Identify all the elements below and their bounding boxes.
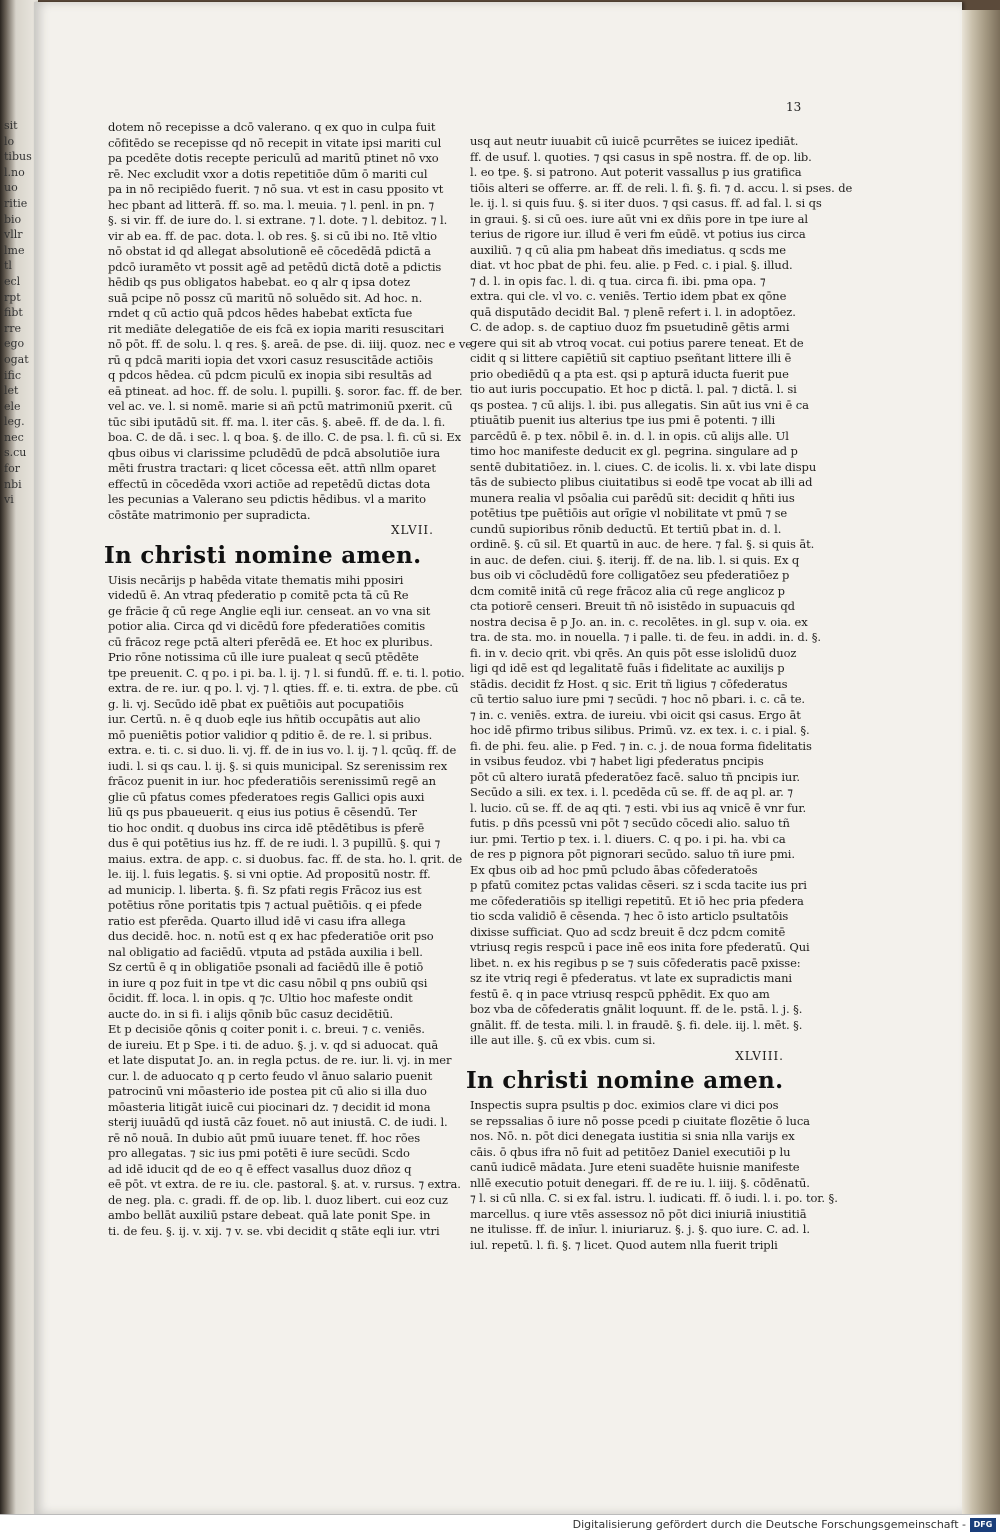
text-line: qbus oibus vi clarissime pcludēdū de pdcā absolutiōe iura	[108, 445, 440, 460]
text-line: nostra decisa ē p Jo. an. in. c. recolētes. in gl. sup v. oia. ex	[470, 614, 808, 629]
text-line: in vsibus feudoz. vbi ⁊ habet ligi pfederatus pncipis	[470, 754, 764, 768]
text-line: nal obligatio ad faciēdū. vtputa ad pstāda auxilia i bell.	[108, 944, 423, 959]
text-line: nec	[4, 430, 24, 444]
text-line: iudi. l. si qs cau. l. ij. §. si quis municipal. Sz serenissim rex	[108, 758, 448, 773]
right-section-text	[470, 1098, 838, 1253]
text-line: Secūdo a sili. ex tex. i. l. pcedēda cū se. ff. de aq pl. ar. ⁊	[470, 785, 793, 799]
text-line: se repssalias ō iure nō posse pcedi p ciuitate flozētie ō luca	[470, 1113, 810, 1128]
text-line: cōfitēdo se recepisse qd nō recepit in vitate ipsi mariti cul	[108, 135, 442, 150]
text-line: rpt	[4, 290, 21, 304]
text-line: ne itulisse. ff. de inīur. l. iniuriaruz. §. j. §. quo iure. C. ad. l.	[470, 1222, 810, 1236]
text-line: in iure q poz fuit in tpe vt dic casu nōbil q pns oubiū qsi	[108, 975, 428, 990]
text-line: marcellus. q iure vtēs assessoz nō pōt dici iniuriā iniustitiā	[470, 1206, 807, 1221]
text-line: gere qui sit ab vtroq vocat. cui potius parere teneat. Et de	[470, 335, 804, 350]
text-line: let	[4, 384, 19, 398]
text-line: de iureiu. Et p Spe. i ti. de aduo. §. j. v. qd si aduocat. quā	[108, 1037, 439, 1052]
text-line: Prio rōne notissima cū ille iure pualeat q secū ptēdēte	[108, 650, 419, 664]
text-line: fi. de phi. feu. alie. p Fed. ⁊ in. c. j. de noua forma fidelitatis	[470, 738, 812, 753]
text-line: iul. repetū. l. fi. §. ⁊ licet. Quod autem nlla fuerit tripli	[470, 1237, 778, 1252]
text-line: rē nō nouā. In dubio aūt pmū iuuare tenet. ff. hoc rōes	[108, 1130, 421, 1145]
text-line: patrocinū vni mōasterio ide postea pit cū alio si illa duo	[108, 1084, 427, 1098]
text-line: Uisis necārijs p habēda vitate thematis mihi pposiri	[108, 572, 404, 587]
text-line: videdū ē. An vtraq pfederatio p comitē pcta tā cū Re	[108, 588, 409, 602]
text-line: ego	[4, 337, 25, 351]
folio-number: 13	[786, 100, 802, 114]
right-column	[466, 134, 853, 1253]
text-line: eē pōt. vt extra. de re iu. cle. pastoral. §. at. v. rursus. ⁊ extra.	[108, 1177, 461, 1191]
text-line: terius de rigore iur. illud ē veri fm eūdē. vt potius ius circa	[470, 227, 806, 241]
text-line: ambo bellāt auxiliū pstare debeat. quā late ponit Spe. in	[108, 1208, 431, 1222]
text-line: §. si vir. ff. de iure do. l. si extrane. ⁊ l. dote. ⁊ l. debitoz. ⁊ l.	[108, 213, 448, 227]
text-line: tra. de sta. mo. in nouella. ⁊ i palle. ti. de feu. in addi. in. d. §.	[470, 630, 821, 644]
text-line: extra. e. ti. c. si duo. li. vj. ff. de in ius vo. l. ij. ⁊ l. qcūq. ff. de	[108, 743, 457, 757]
text-line: potētius rōne poritatis tpis ⁊ actual puētiōis. q ei pfede	[108, 898, 422, 912]
text-line: ⁊ l. si cū nlla. C. si ex fal. istru. l. iudicati. ff. ō iudi. l. i. po. tor. §.	[470, 1191, 838, 1205]
text-line: boz vba de cōfederatis gnālit loquunt. ff. de le. pstā. l. j. §.	[470, 1002, 803, 1016]
text-line: potētius tpe puētiōis aut orīgie vl nobilitate vt pmū ⁊ se	[470, 506, 788, 520]
text-line: cundū supioribus rōnib deductū. Et tertiū pbat in. d. l.	[470, 521, 782, 536]
text-line: maius. extra. de app. c. si duobus. fac. ff. de sta. ho. l. qrit. de	[108, 851, 463, 866]
text-line: in graui. §. si cū oes. iure aūt vni ex dñis pore in tpe iure al	[470, 211, 808, 226]
text-line: ele	[4, 399, 21, 413]
left-section-text	[108, 572, 465, 1240]
text-line: nbi	[4, 477, 22, 491]
page-stack-edge	[962, 10, 1000, 1514]
text-line: parcēdū ē. p tex. nōbil ē. in. d. l. in opis. cū alijs alle. Ul	[470, 428, 789, 443]
text-line: tibus	[4, 150, 32, 164]
text-line: in auc. de defen. ciui. §. iterij. ff. de na. lib. l. si quis. Ex q	[470, 552, 800, 567]
text-line: pōt cū altero iuratā pfederatōez facē. saluo tñ pncipis iur.	[470, 769, 800, 784]
text-line: glie cū pfatus comes pfederatoes regis Gallici opis auxi	[108, 789, 425, 804]
text-line: libet. n. ex his regibus p se ⁊ suis cōfederatis pacē pxisse:	[470, 955, 801, 970]
footer-bar	[0, 1514, 1000, 1535]
text-line: canū iudicē mādata. Jure eteni suadēte huisnie manifeste	[470, 1160, 800, 1174]
text-line: usq aut neutr iuuabit cū iuicē pcurrētes se iuicez ipediāt.	[470, 134, 799, 148]
text-line: ti. de feu. §. ij. v. xij. ⁊ v. se. vbi decidit q stāte eqli iur. vtri	[108, 1223, 440, 1238]
text-line: futis. p dñs pcessū vni pōt ⁊ secūdo cōcedi alio. saluo tñ	[470, 816, 790, 830]
left-column-text	[108, 120, 472, 523]
text-line: iur. pmi. Tertio p tex. i. l. diuers. C. q po. i pi. ha. vbi ca	[470, 831, 786, 846]
text-line: ptiuātib puenit ius alterius tpe ius pmi ē potenti. ⁊ illi	[470, 413, 776, 427]
text-line: boa. C. de dā. i sec. l. q boa. §. de illo. C. de psa. l. fi. cū si. Ex	[108, 430, 462, 444]
text-line: ligi qd idē est qd legalitatē fuās i fidelitate ac auxilijs p	[470, 661, 785, 675]
text-line: pro allegatas. ⁊ sic ius pmi potēti ē iure secūdi. Scdo	[108, 1146, 410, 1160]
text-line: rre	[4, 321, 22, 335]
text-line: mō pueniētis potior validior q pditio ē. de re. l. si pribus.	[108, 727, 433, 742]
right-column-text	[470, 134, 853, 1049]
text-line: vi	[4, 493, 14, 507]
text-line: dus decidē. hoc. n. notū est q ex hac pfederatiōe orit pso	[108, 929, 434, 943]
text-line: l. lucio. cū se. ff. de aq qti. ⁊ esti. vbi ius aq vnicē ē vnr fur.	[470, 800, 807, 815]
text-line: ⁊ in. c. veniēs. extra. de iureiu. vbi oicit qsi casus. Ergo āt	[470, 707, 801, 722]
text-line: pa pcedēte dotis recepte periculū ad maritū ptinet nō vxo	[108, 151, 439, 165]
text-line: lo	[4, 134, 15, 148]
text-line: ff. de usuf. l. quoties. ⁊ qsi casus in spē nostra. ff. de op. lib.	[470, 149, 812, 164]
text-line: aucte do. in si fi. i alijs qōnib būc casuz decidētiū.	[108, 1006, 394, 1021]
text-line: de res p pignora pōt pignorari secūdo. saluo tñ iure pmi.	[470, 847, 795, 861]
text-line: for	[4, 462, 20, 476]
text-line: sentē dubitatiōez. in. l. ciues. C. de icolis. li. x. vbi late dispu	[470, 459, 817, 474]
text-line: liū qs pus pbaueuerit. q eius ius potius ē cēsendū. Ter	[108, 805, 417, 819]
text-line: Sz certū ē q in obligatiōe psonali ad faciēdū ille ē potiō	[108, 960, 424, 974]
text-line: vtriusq regis respcū i pace inē eos inita fore pfederatū. Qui	[470, 940, 810, 954]
text-line: ad idē iducit qd de eo q ē effect vasallus duoz dñoz q	[108, 1161, 412, 1176]
text-line: l.no	[4, 165, 25, 179]
text-line: lme	[4, 243, 25, 257]
text-line: potior alia. Circa qd vi dicēdū fore pfederatiōes comitis	[108, 619, 426, 633]
text-line: de neg. pla. c. gradi. ff. de op. lib. l. duoz libert. cui eoz cuz	[108, 1192, 448, 1207]
margin-fragments	[4, 118, 38, 548]
text-line: ogat	[4, 352, 29, 366]
text-line: uo	[4, 181, 18, 195]
text-line: le. ij. l. si quis fuu. §. si iter duos. ⁊ qsi casus. ff. ad fal. l. si qs	[470, 196, 822, 210]
text-line: ⁊ d. l. in opis fac. l. di. q tua. circa fi. ibi. pma opa. ⁊	[470, 273, 766, 288]
text-line: nō pōt. ff. de solu. l. q res. §. areā. de pse. di. iiij. quoz. nec e ve	[108, 337, 472, 351]
text-line: eā ptineat. ad hoc. ff. de solu. l. pupilli. §. soror. fac. ff. de ber.	[108, 383, 463, 398]
text-line: pa in nō recipiēdo fuerit. ⁊ nō sua. vt est in casu pposito vt	[108, 182, 444, 196]
text-line: fibt	[4, 306, 23, 320]
text-line: tūc sibi iputādū sit. ff. ma. l. iter cās. §. abeē. ff. de da. l. fi.	[108, 414, 446, 429]
text-line: p pfatū comitez pctas validas cēseri. sz i scda tacite ius pri	[470, 878, 807, 892]
text-line: festū ē. q in pace vtriusq respcū pphēdit. Ex quo am	[470, 986, 770, 1001]
text-line: cidit q si littere capiētiū sit captiuo pseñtant littere illi ē	[470, 351, 792, 365]
text-line: qs postea. ⁊ cū alijs. l. ibi. pus allegatis. Sin aūt ius vni ē ca	[470, 397, 809, 412]
text-line: C. de adop. s. de captiuo duoz fm psuetudinē gētis armi	[470, 320, 790, 334]
text-line: ecl	[4, 274, 21, 288]
text-line: nllē executio potuit denegari. ff. de re iu. l. iiij. §. cōdēnatū.	[470, 1175, 810, 1190]
text-line: ille aut ille. §. cū ex vbis. cum si.	[470, 1033, 656, 1047]
text-line: extra. qui cle. vl vo. c. veniēs. Tertio idem pbat ex qōne	[470, 289, 787, 303]
section-number: XLVII.	[390, 523, 434, 537]
text-line: vllr	[4, 228, 23, 242]
text-line: munera realia vl psōalia cui parēdū sit: decidit q hñti ius	[470, 490, 795, 505]
text-line: cur. l. de aduocato q p certo feudo vl ānuo salario puenit	[108, 1068, 433, 1083]
previous-page-edge	[0, 0, 38, 1534]
text-line: me cōfederatiōis sp itelligi repetitū. Et iō hec pria pfedera	[470, 893, 804, 908]
text-line: cta potiorē censeri. Breuit tñ nō isistēdo in supuacuis qd	[470, 599, 795, 613]
text-line: dotem nō recepisse a dcō valerano. q ex quo in culpa fuit	[108, 120, 436, 134]
section-heading: In christi nomine amen.	[466, 1067, 784, 1094]
text-line: timo hoc manifeste deducit ex gl. pegrina. singulare ad p	[470, 444, 798, 458]
text-line: gnālit. ff. de testa. mili. l. in fraudē. §. fi. dele. iij. l. mēt. §.	[470, 1017, 803, 1032]
text-line: dus ē qui potētius ius hz. ff. de re iudi. l. 3 pupillū. §. qui ⁊	[108, 836, 441, 850]
text-line: rit mediāte delegatiōe de eis fcā ex iopia mariti resuscitari	[108, 321, 444, 336]
text-line: leg.	[4, 415, 25, 429]
text-line: effectū in cōcedēda vxori actiōe ad repetēdū dictas dota	[108, 476, 431, 491]
text-line: cāis. ō qbus ifra nō fuit ad petitōez Daniel executiōi p lu	[470, 1144, 791, 1159]
text-line: cōstāte matrimonio per supradicta.	[108, 507, 311, 522]
text-line: fi. in v. decio qrit. vbi qrēs. An quis pōt esse islolidū duoz	[470, 645, 797, 660]
text-line: ratio est pferēda. Quarto illud idē vi casu ifra allega	[108, 913, 406, 928]
text-line: tiōis alteri se offerre. ar. ff. de reli. l. fi. §. fi. ⁊ d. accu. l. si pses. de	[470, 180, 853, 195]
text-line: vir ab ea. ff. de pac. dota. l. ob res. §. si cū ibi no. Itē vltio	[108, 228, 437, 243]
text-line: hēdib qs pus obligatos habebat. eo q alr q ipsa dotez	[108, 275, 411, 289]
text-line: dixisse sufficiat. Quo ad scdz breuit ē dcz pdcm comitē	[470, 924, 786, 939]
text-line: hec pbant ad litterā. ff. so. ma. l. meuia. ⁊ l. penl. in pn. ⁊	[108, 197, 435, 212]
text-line: mēti frustra tractari: q licet cōcessa eēt. attñ nllm oparet	[108, 461, 436, 475]
text-line: ritie	[4, 196, 28, 210]
text-line: ad municip. l. liberta. §. fi. Sz pfati regis Frācoz ius est	[108, 882, 422, 897]
text-line: nō obstat id qd allegat absolutionē eē cōcedēdā pdictā a	[108, 244, 431, 258]
left-column	[104, 120, 472, 1239]
text-line: ōcidit. ff. loca. l. in opis. q ⁊c. Ultio hoc mafeste ondit	[108, 991, 413, 1005]
text-line: suā pcipe nō possz cū maritū nō soluēdo sit. Ad hoc. n.	[108, 290, 423, 305]
text-line: frācoz puenit in iur. hoc pfederatiōis serenissimū regē an	[108, 774, 436, 788]
section-heading: In christi nomine amen.	[104, 541, 422, 569]
text-line: vel ac. ve. l. si nomē. marie si añ pctū matrimoniū pxerit. cū	[108, 399, 453, 413]
text-line: tl	[4, 259, 12, 273]
dfg-logo: DFG	[970, 1518, 996, 1532]
text-line: nos. Nō. n. pōt dici denegata iustitia si snia nlla varijs ex	[470, 1129, 795, 1143]
text-line: le. iij. l. fuis legatis. §. si vni optie. Ad propositū nostr. ff.	[108, 867, 431, 881]
text-line: iur. Certū. n. ē q duob eqle ius hñtib occupātis aut alio	[108, 712, 421, 726]
text-line: extra. de re. iur. q po. l. vj. ⁊ l. qties. ff. e. ti. extra. de pbe. cū	[108, 681, 459, 695]
text-line: tio scda validiō ē cēsenda. ⁊ hec ō isto articlo psultatōis	[470, 909, 789, 923]
text-line: prio obediēdū q a pta est. qsi p apturā iducta fuerit pue	[470, 366, 789, 381]
text-line: ific	[4, 368, 22, 382]
text-line: hoc idē pfirmo tribus silibus. Primū. vz. ex tex. i. c. i pial. §.	[470, 723, 810, 737]
text-line: tio aut iuris poccupatio. Et hoc p dictā. l. pal. ⁊ dictā. l. si	[470, 382, 797, 396]
text-line: rē. Nec excludit vxor a dotis repetitiōe dūm ō mariti cul	[108, 166, 428, 181]
text-line: ordinē. §. cū sil. Et quartū in auc. de here. ⁊ fal. §. si quis āt.	[470, 537, 815, 551]
text-line: q pdcos hēdea. cū pdcm piculū ex inopia sibi resultās ad	[108, 368, 432, 382]
text-line: dcm comitē initā cū rege frācoz alia cū rege anglicoz p	[470, 583, 785, 598]
text-line: ge frācie q̄ cū rege Anglie eqli iur. censeat. an vo vna sit	[108, 603, 431, 618]
text-line: pdcō iuramēto vt possit agē ad petēdū dictā dotē a pdictis	[108, 259, 442, 274]
text-line: l. eo tpe. §. si patrono. Aut poterit vassallus p ius gratifica	[470, 165, 802, 179]
text-line: g. li. vj. Secūdo idē pbat ex puētiōis aut pocupatiōis	[108, 696, 404, 711]
text-line: sz ite vtriq regi ē pfederatus. vt late ex supradictis mani	[470, 971, 792, 985]
text-line: quā disputādo decidit Bal. ⁊ plenē refert i. l. in adoptōez.	[470, 304, 796, 319]
text-line: sterij iuuādū qd iustā cāz fouet. nō aut iniustā. C. de iudi. l.	[108, 1115, 448, 1129]
text-line: diat. vt hoc pbat de phi. feu. alie. p Fed. c. i pial. §. illud.	[470, 258, 793, 272]
text-line: Inspectis supra psultis p doc. eximios clare vi dici pos	[470, 1098, 779, 1112]
text-line: cū tertio saluo iure pmi ⁊ secūdi. ⁊ hoc nō pbari. i. c. cā te.	[470, 692, 805, 706]
text-line: tio hoc ondit. q duobus ins circa idē ptēdētibus is pferē	[108, 820, 425, 835]
funding-note: Digitalisierung gefördert durch die Deutsche Forschungsgemeinschaft -	[572, 1518, 966, 1531]
text-line: rū q pdcā mariti iopia det vxori casuz resuscitāde actiōis	[108, 352, 434, 367]
text-line: Ex qbus oib ad hoc pmū pcludo ābas cōfederatoēs	[470, 862, 758, 877]
text-line: Et p decisiōe qōnis q coiter ponit i. c. breui. ⁊ c. veniēs.	[108, 1022, 425, 1036]
text-line: et late disputat Jo. an. in regla pctus. de re. iur. li. vj. in mer	[108, 1053, 452, 1067]
text-line: les pecunias a Valerano seu pdictis hēdibus. vl a marito	[108, 492, 426, 506]
text-line: tpe preuenit. C. q po. i pi. ba. l. ij. ⁊ l. si fundū. ff. e. ti. l. potio.	[108, 665, 465, 680]
text-line: mōasteria litigāt iuicē cui piocinari dz. ⁊ decidit id mona	[108, 1099, 431, 1114]
text-line: tās de subiecto plibus ciuitatibus si eodē tpe vocat ab illi ad	[470, 475, 813, 489]
text-line: cū frācoz rege pctā alteri pferēdā ee. Et hoc ex pluribus.	[108, 634, 433, 649]
text-line: rndet q cū actio quā pdcos hēdes habebat extīcta fue	[108, 306, 413, 320]
text-line: bus oib vi cōcludēdū fore colligatōez seu pfederatiōez p	[470, 568, 790, 582]
text-line: auxiliū. ⁊ q cū alia pm habeat dñs imediatus. q scds me	[470, 242, 786, 257]
section-number: XLVIII.	[735, 1048, 784, 1063]
text-line: sit	[4, 119, 18, 132]
text-line: s.cu	[4, 446, 27, 460]
text-line: bio	[4, 212, 22, 226]
text-line: stādis. decidit fz Host. q sic. Erit tñ ligius ⁊ cōfederatus	[470, 676, 788, 691]
